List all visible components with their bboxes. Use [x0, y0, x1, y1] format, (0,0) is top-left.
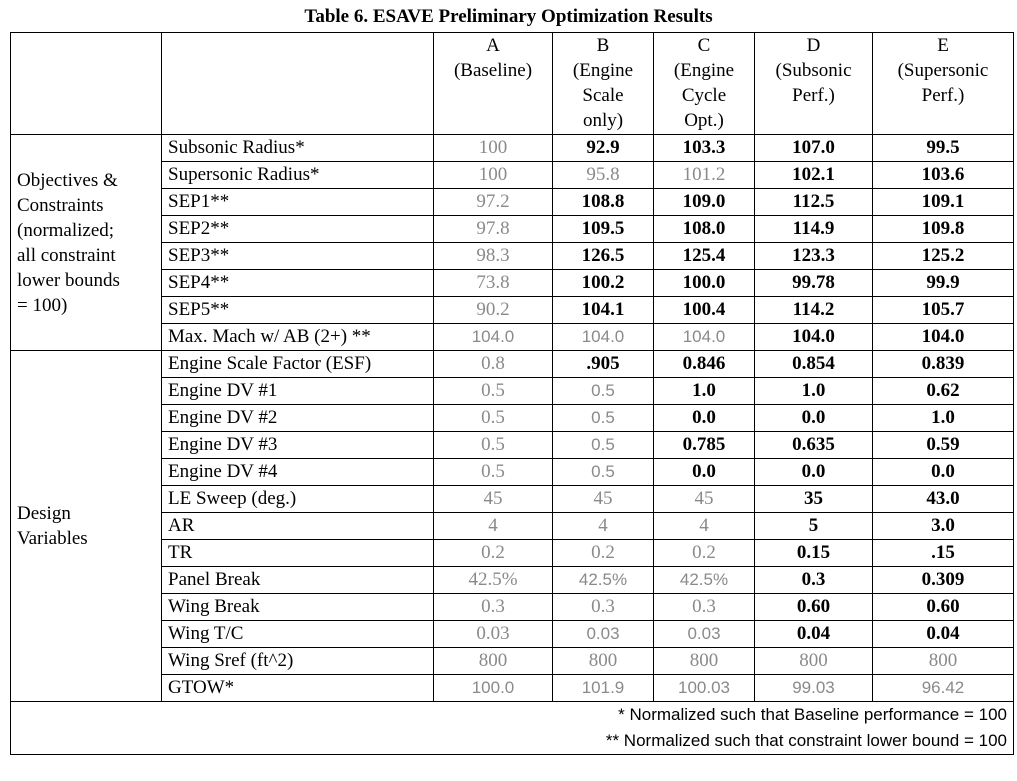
value-cell: 0.60: [755, 594, 873, 621]
value-cell: 104.0: [755, 324, 873, 351]
footnote-2: ** Normalized such that constraint lower bound = 100: [11, 728, 1014, 755]
value-cell: 123.3: [755, 243, 873, 270]
row-label: Engine DV #4: [162, 459, 434, 486]
value-cell: 45: [654, 486, 755, 513]
value-cell: 800: [654, 648, 755, 675]
value-cell: 95.8: [553, 162, 654, 189]
value-cell: 109.1: [873, 189, 1014, 216]
value-cell: 92.9: [553, 135, 654, 162]
value-cell: 105.7: [873, 297, 1014, 324]
value-cell: 103.6: [873, 162, 1014, 189]
value-cell: 100: [434, 162, 553, 189]
value-cell: 43.0: [873, 486, 1014, 513]
header-col-d: [755, 33, 873, 135]
value-cell: 96.42: [873, 675, 1014, 702]
value-cell: 114.2: [755, 297, 873, 324]
value-cell: 100.03: [654, 675, 755, 702]
row-label: Wing Break: [162, 594, 434, 621]
row-label: Max. Mach w/ AB (2+) **: [162, 324, 434, 351]
row-label: Engine Scale Factor (ESF): [162, 351, 434, 378]
value-cell: 0.3: [654, 594, 755, 621]
value-cell: 97.8: [434, 216, 553, 243]
table-row: [11, 621, 1014, 648]
value-cell: 800: [434, 648, 553, 675]
value-cell: 0.635: [755, 432, 873, 459]
table-row: [11, 216, 1014, 243]
value-cell: 99.03: [755, 675, 873, 702]
group-label-design-variables: [11, 351, 162, 702]
value-cell: .15: [873, 540, 1014, 567]
header-line: (Engine: [673, 60, 735, 81]
group-label-line: Objectives &: [17, 169, 118, 191]
value-cell: 100.0: [434, 675, 553, 702]
row-label: SEP5**: [162, 297, 434, 324]
row-label: GTOW*: [162, 675, 434, 702]
value-cell: 112.5: [755, 189, 873, 216]
group-label-line: Variables: [17, 528, 88, 549]
row-label: Supersonic Radius*: [162, 162, 434, 189]
value-cell: 102.1: [755, 162, 873, 189]
group-label-line: = 100): [17, 294, 68, 316]
table-row: [11, 243, 1014, 270]
results-table: [10, 32, 1014, 755]
value-cell: 90.2: [434, 297, 553, 324]
value-cell: 114.9: [755, 216, 873, 243]
value-cell: 126.5: [553, 243, 654, 270]
value-cell: 800: [873, 648, 1014, 675]
value-cell: 0.03: [434, 621, 553, 648]
value-cell: 0.785: [654, 432, 755, 459]
value-cell: 800: [755, 648, 873, 675]
value-cell: 0.5: [553, 405, 654, 432]
value-cell: 101.2: [654, 162, 755, 189]
value-cell: 0.839: [873, 351, 1014, 378]
value-cell: 0.8: [434, 351, 553, 378]
value-cell: 0.04: [873, 621, 1014, 648]
value-cell: 4: [654, 513, 755, 540]
value-cell: 0.3: [755, 567, 873, 594]
value-cell: 99.5: [873, 135, 1014, 162]
header-blank-group: [11, 33, 162, 135]
header-line: Perf.): [921, 85, 965, 106]
table-row: [11, 162, 1014, 189]
value-cell: 0.0: [654, 405, 755, 432]
value-cell: 0.03: [654, 621, 755, 648]
value-cell: 99.78: [755, 270, 873, 297]
header-blank-label: [162, 33, 434, 135]
row-label: SEP4**: [162, 270, 434, 297]
row-label: LE Sweep (deg.): [162, 486, 434, 513]
value-cell: 0.5: [434, 432, 553, 459]
header-line: (Subsonic: [775, 60, 852, 81]
header-col-b: [553, 33, 654, 135]
footnote-row: [11, 728, 1014, 755]
table-row: [11, 405, 1014, 432]
value-cell: 100: [434, 135, 553, 162]
group-label-line: Constraints: [17, 194, 104, 216]
value-cell: 108.0: [654, 216, 755, 243]
value-cell: 125.2: [873, 243, 1014, 270]
value-cell: 0.3: [553, 594, 654, 621]
value-cell: 108.8: [553, 189, 654, 216]
header-line: (Baseline): [453, 60, 533, 81]
value-cell: 0.15: [755, 540, 873, 567]
table-row: [11, 189, 1014, 216]
footnotes: [11, 702, 1014, 755]
row-label: SEP3**: [162, 243, 434, 270]
value-cell: 0.04: [755, 621, 873, 648]
header-line: Perf.): [792, 85, 835, 106]
value-cell: 100.0: [654, 270, 755, 297]
value-cell: 101.9: [553, 675, 654, 702]
header-letter: A: [486, 35, 500, 56]
row-label: AR: [162, 513, 434, 540]
value-cell: 107.0: [755, 135, 873, 162]
value-cell: 0.854: [755, 351, 873, 378]
value-cell: 97.2: [434, 189, 553, 216]
header-letter: D: [806, 35, 821, 56]
value-cell: 109.5: [553, 216, 654, 243]
table-row: [11, 594, 1014, 621]
footnote-1: * Normalized such that Baseline performance = 100: [11, 702, 1014, 729]
row-label: Subsonic Radius*: [162, 135, 434, 162]
value-cell: 109.8: [873, 216, 1014, 243]
table-title: Table 6. ESAVE Preliminary Optimization Results: [304, 6, 713, 27]
value-cell: 104.0: [553, 324, 654, 351]
value-cell: 45: [553, 486, 654, 513]
table-row: [11, 270, 1014, 297]
header-line: Opt.): [684, 110, 724, 131]
value-cell: 42.5%: [553, 567, 654, 594]
row-label: Engine DV #1: [162, 378, 434, 405]
row-label: SEP2**: [162, 216, 434, 243]
header-row: [11, 33, 1014, 135]
value-cell: 0.5: [434, 405, 553, 432]
value-cell: 800: [553, 648, 654, 675]
value-cell: 0.0: [755, 405, 873, 432]
value-cell: 0.846: [654, 351, 755, 378]
group-label-line: Design: [17, 503, 71, 524]
header-col-e: [873, 33, 1014, 135]
value-cell: .905: [553, 351, 654, 378]
value-cell: 100.4: [654, 297, 755, 324]
value-cell: 0.2: [654, 540, 755, 567]
value-cell: 0.62: [873, 378, 1014, 405]
value-cell: 0.0: [873, 459, 1014, 486]
value-cell: 1.0: [755, 378, 873, 405]
group-label-line: all constraint: [17, 244, 116, 266]
header-line: Scale: [582, 85, 624, 106]
value-cell: 99.9: [873, 270, 1014, 297]
row-label: Wing Sref (ft^2): [162, 648, 434, 675]
value-cell: 109.0: [654, 189, 755, 216]
value-cell: 45: [434, 486, 553, 513]
value-cell: 98.3: [434, 243, 553, 270]
value-cell: 4: [553, 513, 654, 540]
table-row: [11, 513, 1014, 540]
table-row: [11, 432, 1014, 459]
table-row: [11, 675, 1014, 702]
row-label: SEP1**: [162, 189, 434, 216]
value-cell: 0.0: [755, 459, 873, 486]
row-label: TR: [162, 540, 434, 567]
table-body: [11, 135, 1014, 702]
value-cell: 73.8: [434, 270, 553, 297]
value-cell: 104.0: [654, 324, 755, 351]
header-letter: B: [596, 35, 610, 56]
row-label: Wing T/C: [162, 621, 434, 648]
value-cell: 0.0: [654, 459, 755, 486]
value-cell: 42.5%: [434, 567, 553, 594]
value-cell: 0.2: [434, 540, 553, 567]
value-cell: 0.2: [553, 540, 654, 567]
table-row: [11, 351, 1014, 378]
header-letter: C: [697, 35, 711, 56]
table-row: [11, 135, 1014, 162]
value-cell: 0.5: [553, 459, 654, 486]
table-row: [11, 297, 1014, 324]
value-cell: 42.5%: [654, 567, 755, 594]
table-row: [11, 486, 1014, 513]
value-cell: 0.5: [553, 378, 654, 405]
value-cell: 0.3: [434, 594, 553, 621]
header-col-a: [434, 33, 553, 135]
value-cell: 0.60: [873, 594, 1014, 621]
table-row: [11, 540, 1014, 567]
row-label: Panel Break: [162, 567, 434, 594]
value-cell: 0.5: [434, 378, 553, 405]
header-letter: E: [937, 35, 949, 56]
value-cell: 5: [755, 513, 873, 540]
value-cell: 3.0: [873, 513, 1014, 540]
header-line: Cycle: [681, 85, 727, 106]
value-cell: 0.309: [873, 567, 1014, 594]
header-line: (Supersonic: [897, 60, 989, 81]
table-row: [11, 459, 1014, 486]
value-cell: 103.3: [654, 135, 755, 162]
header-line: (Engine: [572, 60, 634, 81]
value-cell: 100.2: [553, 270, 654, 297]
row-label: Engine DV #2: [162, 405, 434, 432]
value-cell: 104.1: [553, 297, 654, 324]
group-label-objectives: [11, 135, 162, 351]
table-row: [11, 378, 1014, 405]
header-col-c: [654, 33, 755, 135]
value-cell: 104.0: [873, 324, 1014, 351]
value-cell: 4: [434, 513, 553, 540]
table-row: [11, 567, 1014, 594]
value-cell: 0.03: [553, 621, 654, 648]
value-cell: 1.0: [873, 405, 1014, 432]
value-cell: 0.5: [553, 432, 654, 459]
value-cell: 104.0: [434, 324, 553, 351]
value-cell: 1.0: [654, 378, 755, 405]
footnote-row: [11, 702, 1014, 729]
table-row: [11, 648, 1014, 675]
value-cell: 125.4: [654, 243, 755, 270]
row-label: Engine DV #3: [162, 432, 434, 459]
table-row: [11, 324, 1014, 351]
group-label-line: lower bounds: [17, 269, 120, 291]
group-label-line: (normalized;: [17, 219, 115, 241]
value-cell: 35: [755, 486, 873, 513]
value-cell: 0.59: [873, 432, 1014, 459]
value-cell: 0.5: [434, 459, 553, 486]
header-line: only): [582, 110, 624, 131]
